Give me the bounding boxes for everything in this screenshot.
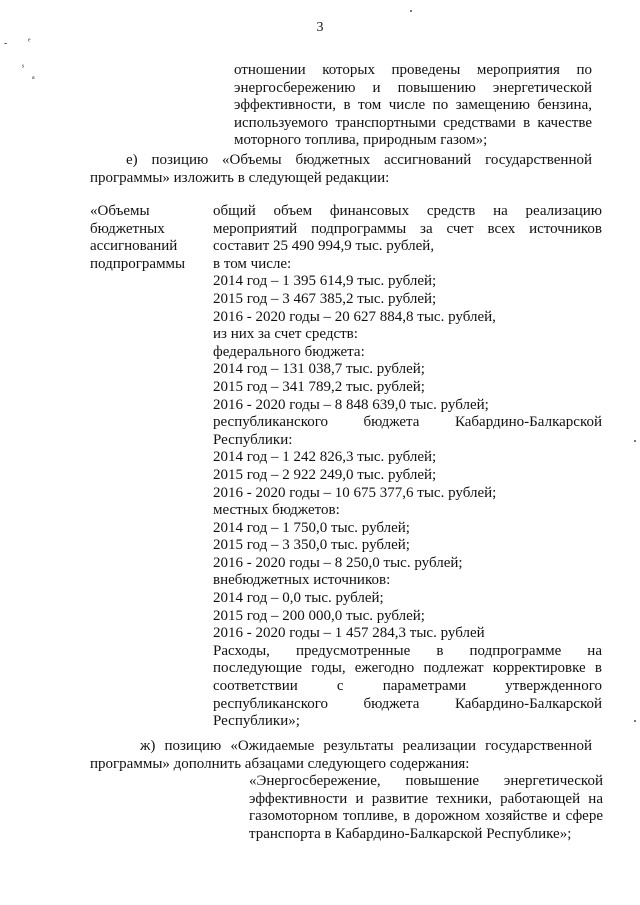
value-line: Расходы, предусмотренные в подпрограмме на bbox=[213, 642, 602, 659]
value-line: 2016 - 2020 годы – 20 627 884,8 тыс. рублей, bbox=[213, 308, 496, 325]
value-line: 2014 год – 0,0 тыс. рублей; bbox=[213, 590, 384, 607]
value-line: республиканского бюджета Кабардино-Балкарской bbox=[213, 414, 602, 431]
value-line: 2016 - 2020 годы – 8 848 639,0 тыс. рублей; bbox=[213, 396, 489, 413]
value-line: 2015 год – 3 467 385,2 тыс. рублей; bbox=[213, 290, 437, 307]
value-line: 2015 год – 341 789,2 тыс. рублей; bbox=[213, 378, 425, 395]
text-line: моторного топлива, природным газом»; bbox=[234, 132, 488, 149]
value-line: федерального бюджета: bbox=[213, 343, 365, 360]
label-line: подпрограммы bbox=[90, 255, 186, 272]
value-line: 2016 - 2020 годы – 8 250,0 тыс. рублей; bbox=[213, 554, 463, 571]
table-label bbox=[90, 203, 200, 273]
value-line: 2014 год – 1 242 826,3 тыс. рублей; bbox=[213, 449, 437, 466]
margin-mark: - bbox=[4, 38, 8, 49]
intro-paragraph bbox=[234, 62, 592, 150]
item-e-paragraph bbox=[90, 152, 592, 187]
value-line: местных бюджетов: bbox=[213, 502, 340, 519]
value-line: 2014 год – 1 395 614,9 тыс. рублей; bbox=[213, 273, 437, 290]
value-line: 2014 год – 1 750,0 тыс. рублей; bbox=[213, 519, 410, 536]
closing-paragraph bbox=[249, 773, 603, 843]
value-line: в том числе: bbox=[213, 255, 292, 272]
text-line: ж) позицию «Ожидаемые результаты реализации государственной bbox=[140, 738, 592, 754]
label-line: ассигнований bbox=[90, 238, 178, 255]
text-line: газомоторном топливе, в дорожном хозяйстве и сфере bbox=[249, 808, 603, 825]
value-line: республиканского бюджета Кабардино-Балкарской bbox=[213, 695, 602, 712]
label-line: «Объемы bbox=[90, 203, 150, 219]
text-line: эффективности и развитие техники, работающей на bbox=[249, 790, 603, 807]
value-line: 2016 - 2020 годы – 1 457 284,3 тыс. рублей bbox=[213, 625, 485, 642]
text-line: е) позицию «Объемы бюджетных ассигнований государственной bbox=[126, 152, 592, 168]
text-line: «Энергосбережение, повышение энергетической bbox=[249, 773, 603, 789]
margin-mark: ᵉ bbox=[28, 36, 31, 47]
scan-artifact bbox=[410, 10, 412, 12]
value-line: 2015 год – 200 000,0 тыс. рублей; bbox=[213, 607, 425, 624]
scan-artifact bbox=[634, 720, 636, 722]
text-line: транспорта в Кабардино-Балкарской Республике»; bbox=[249, 825, 572, 842]
text-line: программы» дополнить абзацами следующего содержания: bbox=[90, 755, 470, 772]
table-values bbox=[213, 203, 602, 731]
value-line: 2015 год – 3 350,0 тыс. рублей; bbox=[213, 537, 410, 554]
value-line: из них за счет средств: bbox=[213, 326, 358, 343]
value-line: составит 25 490 994,9 тыс. рублей, bbox=[213, 238, 435, 255]
scan-artifact bbox=[634, 440, 636, 442]
text-line: программы» изложить в следующей редакции: bbox=[90, 169, 390, 186]
text-line: отношении которых проведены мероприятия по bbox=[234, 62, 592, 78]
value-line: 2015 год – 2 922 249,0 тыс. рублей; bbox=[213, 466, 437, 483]
item-zh-paragraph bbox=[90, 738, 592, 773]
value-line: последующие годы, ежегодно подлежат корректировке в bbox=[213, 660, 602, 677]
text-line: используемого транспортными средствами в качестве bbox=[234, 114, 592, 131]
value-line: мероприятий подпрограммы за счет всех источников bbox=[213, 220, 602, 237]
page-number: 3 bbox=[316, 20, 324, 35]
value-line: Республики»; bbox=[213, 713, 300, 730]
value-line: соответствии с параметрами утвержденного bbox=[213, 678, 602, 695]
value-line: Республики: bbox=[213, 431, 293, 448]
label-line: бюджетных bbox=[90, 220, 165, 237]
value-line: общий объем финансовых средств на реализацию bbox=[213, 203, 602, 219]
value-line: внебюджетных источников: bbox=[213, 572, 391, 589]
text-line: энергосбережению и повышению энергетической bbox=[234, 79, 592, 96]
text-line: эффективности, в том числе по замещению бензина, bbox=[234, 97, 592, 114]
value-line: 2016 - 2020 годы – 10 675 377,6 тыс. рублей; bbox=[213, 484, 497, 501]
margin-mark: ˢ bbox=[22, 62, 25, 73]
margin-mark: ₐ bbox=[32, 70, 35, 81]
value-line: 2014 год – 131 038,7 тыс. рублей; bbox=[213, 361, 425, 378]
